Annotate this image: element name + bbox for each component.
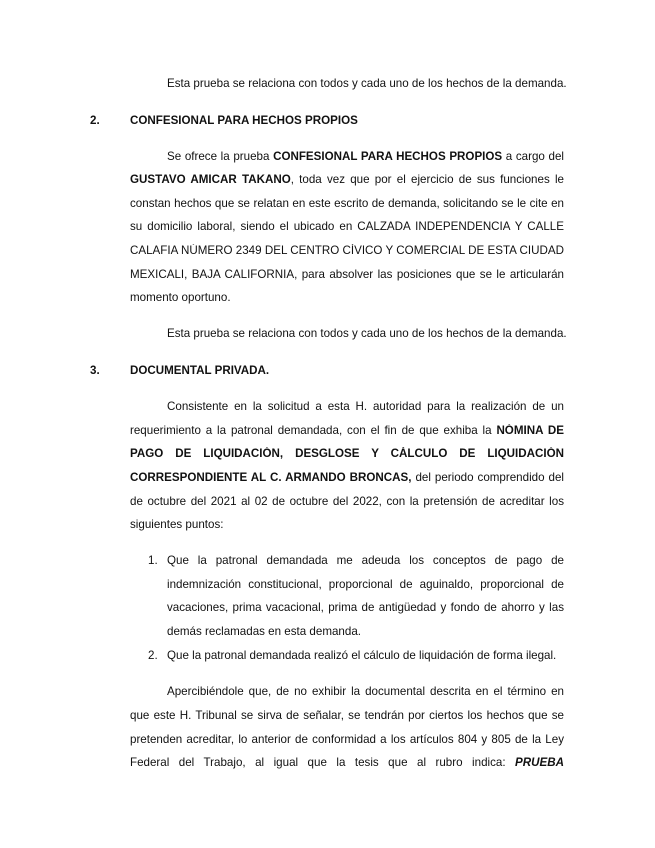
section-2-line-5: CALAFIA NÚMERO 2349 DEL CENTRO CÍVICO Y COMERCIAL DE ESTA CIUDAD (130, 244, 564, 257)
section-2-line-1: Se ofrece la prueba CONFESIONAL PARA HECHOS PROPIOS a cargo del (167, 150, 564, 163)
section-3-para2-line-2: que este H. Tribunal se sirva de señalar, se tendrán por ciertos los hechos que se (130, 709, 564, 722)
section-3-line-6: siguientes puntos: (130, 518, 224, 531)
section-3-line-1: Consistente en la solicitud a esta H. autoridad para la realización de un (167, 400, 564, 413)
section-3-line-5: de octubre del 2021 al 02 de octubre del 2022, con la pretensión de acreditar los (130, 495, 564, 508)
relation-paragraph: Esta prueba se relaciona con todos y cada uno de los hechos de la demanda. (167, 77, 567, 90)
list-item-2-line-1: Que la patronal demandada realizó el cálculo de liquidación de forma ilegal. (167, 649, 557, 662)
section-3-para2-line-4: Federal del Trabajo, al igual que la tesis que al rubro indica: PRUEBA (130, 756, 564, 769)
section-2-line-4: su domicilio laboral, siendo el ubicado en CALZADA INDEPENDENCIA Y CALLE (130, 220, 564, 233)
section-3-para2-line-1: Apercibiéndole que, de no exhibir la documental descrita en el término en (167, 685, 564, 698)
section-2-number: 2. (90, 114, 100, 127)
section-3-para2-line-3: pretenden acreditar, lo anterior de conformidad a los artículos 804 y 805 de la Ley (130, 733, 564, 746)
section-3-number: 3. (90, 364, 100, 377)
list-item-1-line-2: indemnización constitucional, proporcional de aguinaldo, proporcional de (167, 578, 564, 591)
section-3-line-4: CORRESPONDIENTE AL C. ARMANDO BRONCAS, del periodo comprendido del (130, 471, 564, 484)
list-item-1-line-1: Que la patronal demandada me adeuda los conceptos de pago de (167, 554, 564, 567)
section-2-line-3: constan hechos que se relatan en este escrito de demanda, solicitando se le cite en (130, 197, 564, 210)
list-item-1-line-4: demás reclamadas en esta demanda. (167, 625, 361, 638)
section-3-line-2: requerimiento a la patronal demandada, con el fin de que exhiba la NÓMINA DE (130, 424, 564, 437)
section-2-line-7: momento oportuno. (130, 291, 231, 304)
section-3-heading: DOCUMENTAL PRIVADA. (130, 364, 270, 377)
list-item-2-number: 2. (148, 649, 158, 662)
section-2-relation: Esta prueba se relaciona con todos y cada uno de los hechos de la demanda. (167, 327, 567, 340)
section-2-line-6: MEXICALI, BAJA CALIFORNIA, para absolver las posiciones que se le articularán (130, 268, 564, 281)
list-item-1-line-3: vacaciones, prima vacacional, prima de antigüedad y fondo de ahorro y las (167, 601, 564, 614)
section-2-heading: CONFESIONAL PARA HECHOS PROPIOS (130, 114, 358, 127)
section-2-line-2: GUSTAVO AMICAR TAKANO, toda vez que por el ejercicio de sus funciones le (130, 173, 564, 186)
section-3-line-3: PAGO DE LIQUIDACIÓN, DESGLOSE Y CÁLCULO DE LIQUIDACIÓN (130, 447, 564, 460)
list-item-1-number: 1. (148, 554, 158, 567)
